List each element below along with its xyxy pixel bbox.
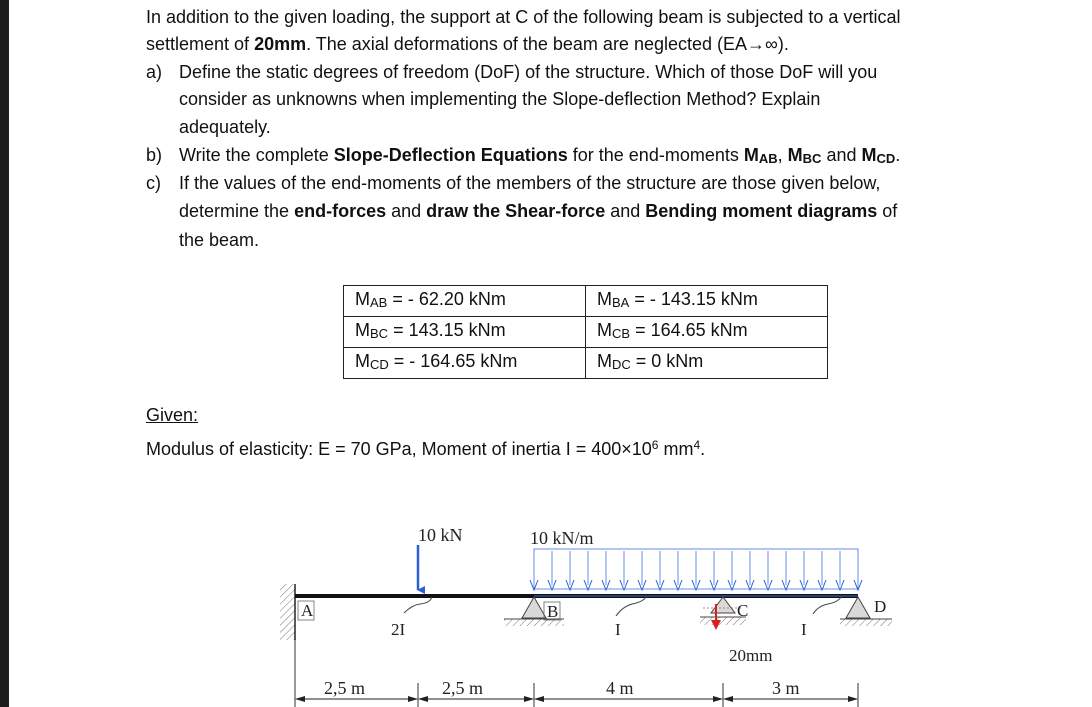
table-cell: $M_{CD}$ = - 164.65 kNm [344,348,586,379]
dimension-label-4: 3 m [772,678,800,698]
dimension-label-1: 2,5 m [324,678,366,698]
given-properties: Modulus of elasticity: E = 70 GPa, Moment of inertia $I = 400\times 10^6$ $mm^4$. [146,438,706,459]
item-a-line-3: adequately. [179,117,271,137]
label-a: A [301,601,314,620]
item-c-line-1: If the values of the end-moments of the members of the structure are those given below, [179,173,881,193]
item-b-marker: b) [146,145,163,165]
fixed-support-a [280,584,295,640]
label-c: C [737,601,749,620]
dimension-label-2: 2,5 m [442,678,484,698]
item-c-line-2: determine the end-forces and draw the Shear-force and Bending moment diagrams of [179,201,898,221]
item-b-line: Write the complete Slope-Deflection Equations for the end-moments $M_{AB}$, $M_{BC}$ and $M_{CD}$. [179,145,901,166]
item-a-marker: a) [146,62,163,82]
dimension-label-3: 4 m [606,678,634,698]
settlement-value: 20mm [254,34,307,54]
table-cell: $M_{AB}$ = - 62.20 kNm [344,286,586,317]
item-a-line-1: Define the static degrees of freedom (DoF) of the structure. Which of those DoF will you [179,62,878,82]
inertia-label-cd: I [801,620,807,639]
inertia-label-ab: 2I [391,620,406,639]
settlement-label: 20mm [729,646,773,665]
table-cell: $M_{DC} = 0$ kNm [586,348,828,379]
label-b: B [547,602,559,621]
inertia-label-bc: I [615,620,621,639]
given-heading: Given: [146,405,199,425]
table-cell: $M_{BC} = 143.15$ kNm [344,317,586,348]
distributed-load-arrows [530,551,862,590]
intro-line-2: settlement of 20mm. The axial deformations of the beam are neglected (EA→∞). [146,34,789,54]
intro-line-1: In addition to the given loading, the support at C of the following beam is subjected to a vertical [146,7,901,27]
distributed-load [530,549,862,590]
item-c-line-3: the beam. [179,230,260,250]
table-cell: $M_{CB} = 164.65$ kNm [586,317,828,348]
label-d: D [874,597,887,616]
item-c-marker: c) [146,173,161,193]
item-a-line-2: consider as unknowns when implementing the Slope-deflection Method? Explain [179,89,821,109]
table-cell: $M_{BA}$ = - 143.15 kNm [586,286,828,317]
point-load-label: 10 kN [418,525,463,545]
distributed-load-label: 10 kN/m [530,528,594,548]
